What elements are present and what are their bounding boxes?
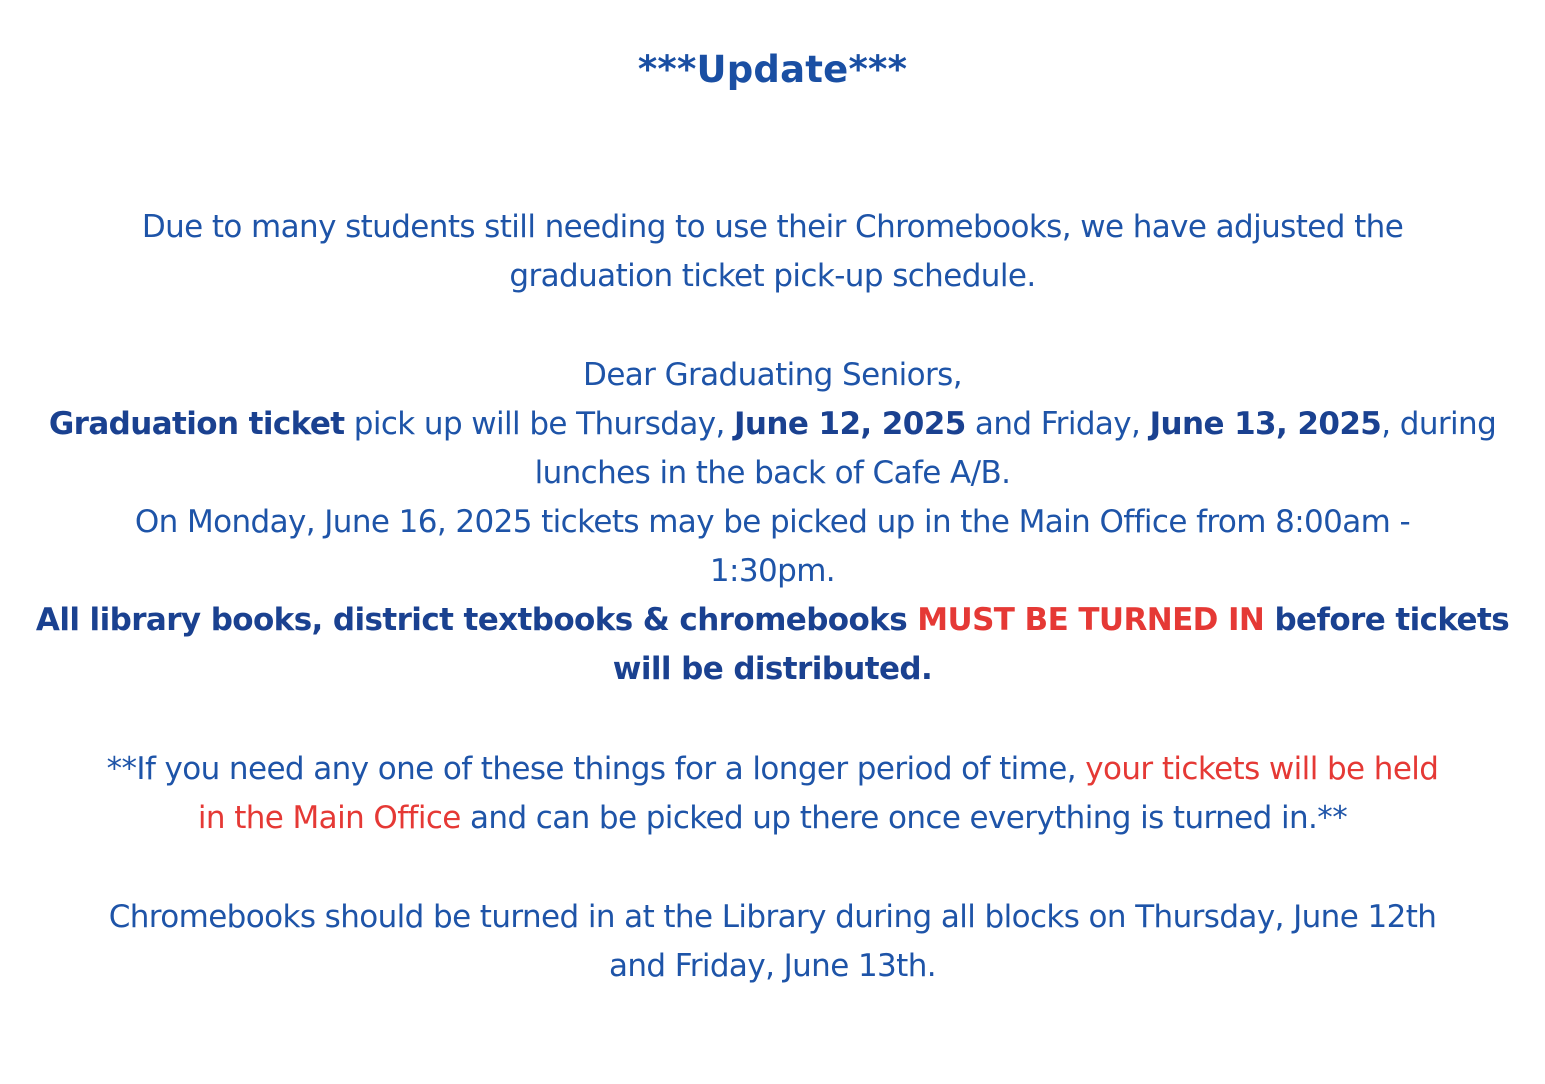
monday-line-2: 1:30pm. [709,553,836,589]
must-be-turned-in-emphasis: MUST BE TURNED IN [917,602,1265,638]
monday-line-1: On Monday, June 16, 2025 tickets may be picked up in the Main Office from 8:00am - [134,504,1411,540]
intro-line-2: graduation ticket pick-up schedule. [509,258,1036,294]
requirement-line-2: will be distributed. [612,651,933,687]
note-line-1 [6,745,1539,794]
update-title: ***Update*** [637,48,908,91]
pickup-date-1: June 12, 2025 [733,406,966,442]
letter-paragraph [6,351,1539,694]
chromebooks-line-1: Chromebooks should be turned in at the Library during all blocks on Thursday, June 12th [108,899,1437,935]
note-text-2: and can be picked up there once everything is turned in.** [460,800,1348,836]
note-red-2: in the Main Office [197,800,461,836]
chromebooks-line-2: and Friday, June 13th. [608,948,937,984]
requirement-line-1 [6,596,1539,645]
pickup-text-3: , during [1381,406,1497,442]
pickup-text-1: pick up will be Thursday, [344,406,734,442]
pickup-line-1 [6,400,1539,449]
note-red-1: your tickets will be held [1085,751,1439,787]
note-line-2 [6,794,1539,843]
pickup-date-2: June 13, 2025 [1149,406,1382,442]
chromebooks-paragraph [6,893,1539,991]
intro-paragraph [6,203,1539,301]
note-text-1: **If you need any one of these things for a longer period of time, [106,751,1086,787]
requirement-text-2: before tickets [1264,602,1510,638]
pickup-text-2: and Friday, [965,406,1150,442]
intro-line-1: Due to many students still needing to use their Chromebooks, we have adjusted the [141,209,1404,245]
greeting: Dear Graduating Seniors, [583,357,962,393]
note-paragraph [6,745,1539,843]
pickup-line-2: lunches in the back of Cafe A/B. [534,455,1011,491]
requirement-text-1: All library books, district textbooks & chromebooks [35,602,918,638]
graduation-ticket-label: Graduation ticket [48,406,345,442]
